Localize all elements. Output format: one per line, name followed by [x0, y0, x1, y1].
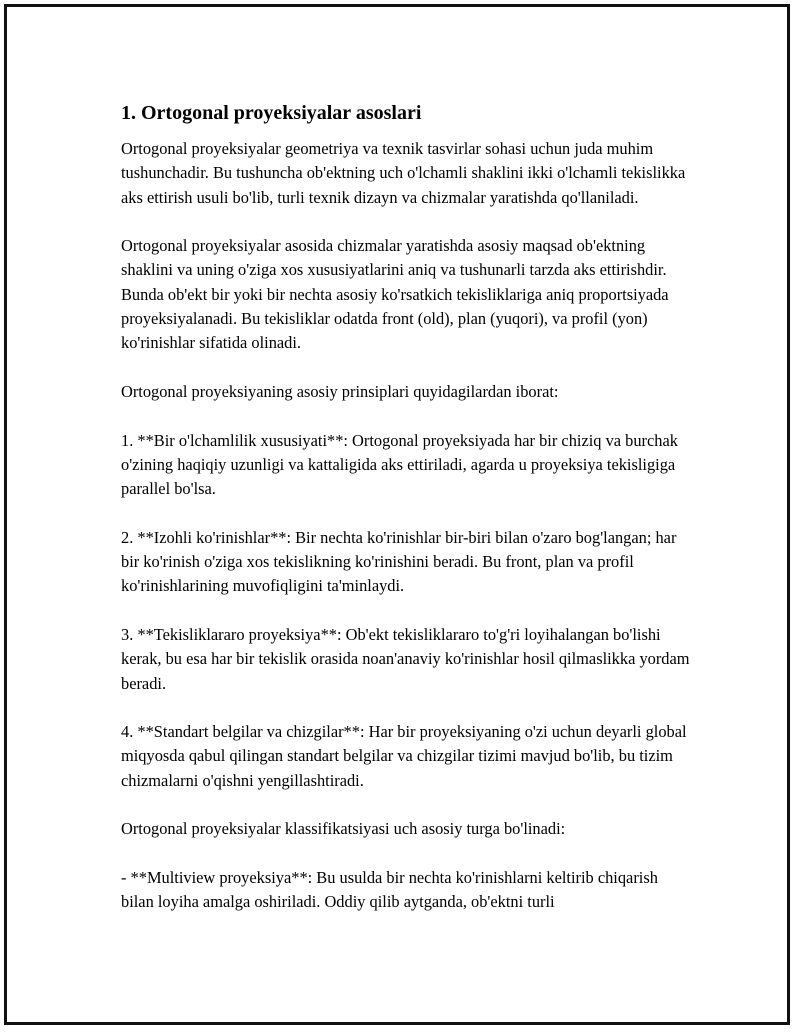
paragraph-principles-lead: Ortogonal proyeksiyaning asosiy prinsiplari quyidagilardan iborat: [121, 381, 559, 401]
paragraph-principle-4: 4. **Standart belgilar va chizgilar**: Har bir proyeksiyaning o'zi uchun deyarli global miqyosda qabul qilingan standart belgilar va chizgilar tizimi mavjud bo'lib, bu tizim chizmalarni o'qishni yengillashtiradi. [121, 722, 687, 790]
document-content [121, 99, 691, 939]
paragraph-principle-3: 3. **Tekisliklararo proyeksiya**: Ob'ekt tekisliklararo to'g'ri loyihalangan bo'lishi kerak, bu esa har bir tekislik orasida noan'anaviy ko'rinishlar hosil qilmaslikka yordam beradi. [121, 624, 690, 693]
paragraph-principle-1: 1. **Bir o'lchamlilik xususiyati**: Ortogonal proyeksiyada har bir chiziq va burchak o'zining haqiqiy uzunligi va kattaligida aks ettiriladi, agarda u proyeksiya tekisligiga parallel bo'lsa. [121, 430, 678, 499]
paragraph-intro: Ortogonal proyeksiyalar geometriya va texnik tasvirlar sohasi uchun juda muhim tushunchadir. Bu tushuncha ob'ektning uch o'lchamli shaklini ikki o'lchamli tekislikka aks ettirish usuli bo'lib, turli texnik dizayn va chizmalar yaratishda qo'llaniladi. [121, 139, 686, 207]
paragraph-multiview: - **Multiview proyeksiya**: Bu usulda bir nechta ko'rinishlarni keltirib chiqarish bilan loyiha amalga oshiriladi. Oddiy qilib aytganda, ob'ektni turli [121, 867, 658, 912]
paragraph-purpose: Ortogonal proyeksiyalar asosida chizmalar yaratishda asosiy maqsad ob'ektning shaklini va uning o'ziga xos xususiyatlarini aniq va tushunarli tarzda aks ettirishdir. Bunda ob'ekt bir yoki bir nechta asosiy ko'rsatkich tekisliklariga aniq proportsiyada proyeksiyalanadi. Bu tekisliklar odatda front (old), plan (yuqori), va profil (yon) ko'rinishlar sifatida olinadi. [121, 236, 669, 353]
document-page [4, 4, 790, 1025]
paragraph-classification-lead: Ortogonal proyeksiyalar klassifikatsiyasi uch asosiy turga bo'linadi: [121, 819, 566, 839]
document-title: 1. Ortogonal proyeksiyalar asoslari [121, 102, 422, 124]
paragraph-principle-2: 2. **Izohli ko'rinishlar**: Bir nechta ko'rinishlar bir-biri bilan o'zaro bog'langan; har bir ko'rinish o'ziga xos tekislikning ko'rinishini beradi. Bu front, plan va profil ko'rinishlarining muvofiqligini ta'minlaydi. [121, 527, 677, 596]
